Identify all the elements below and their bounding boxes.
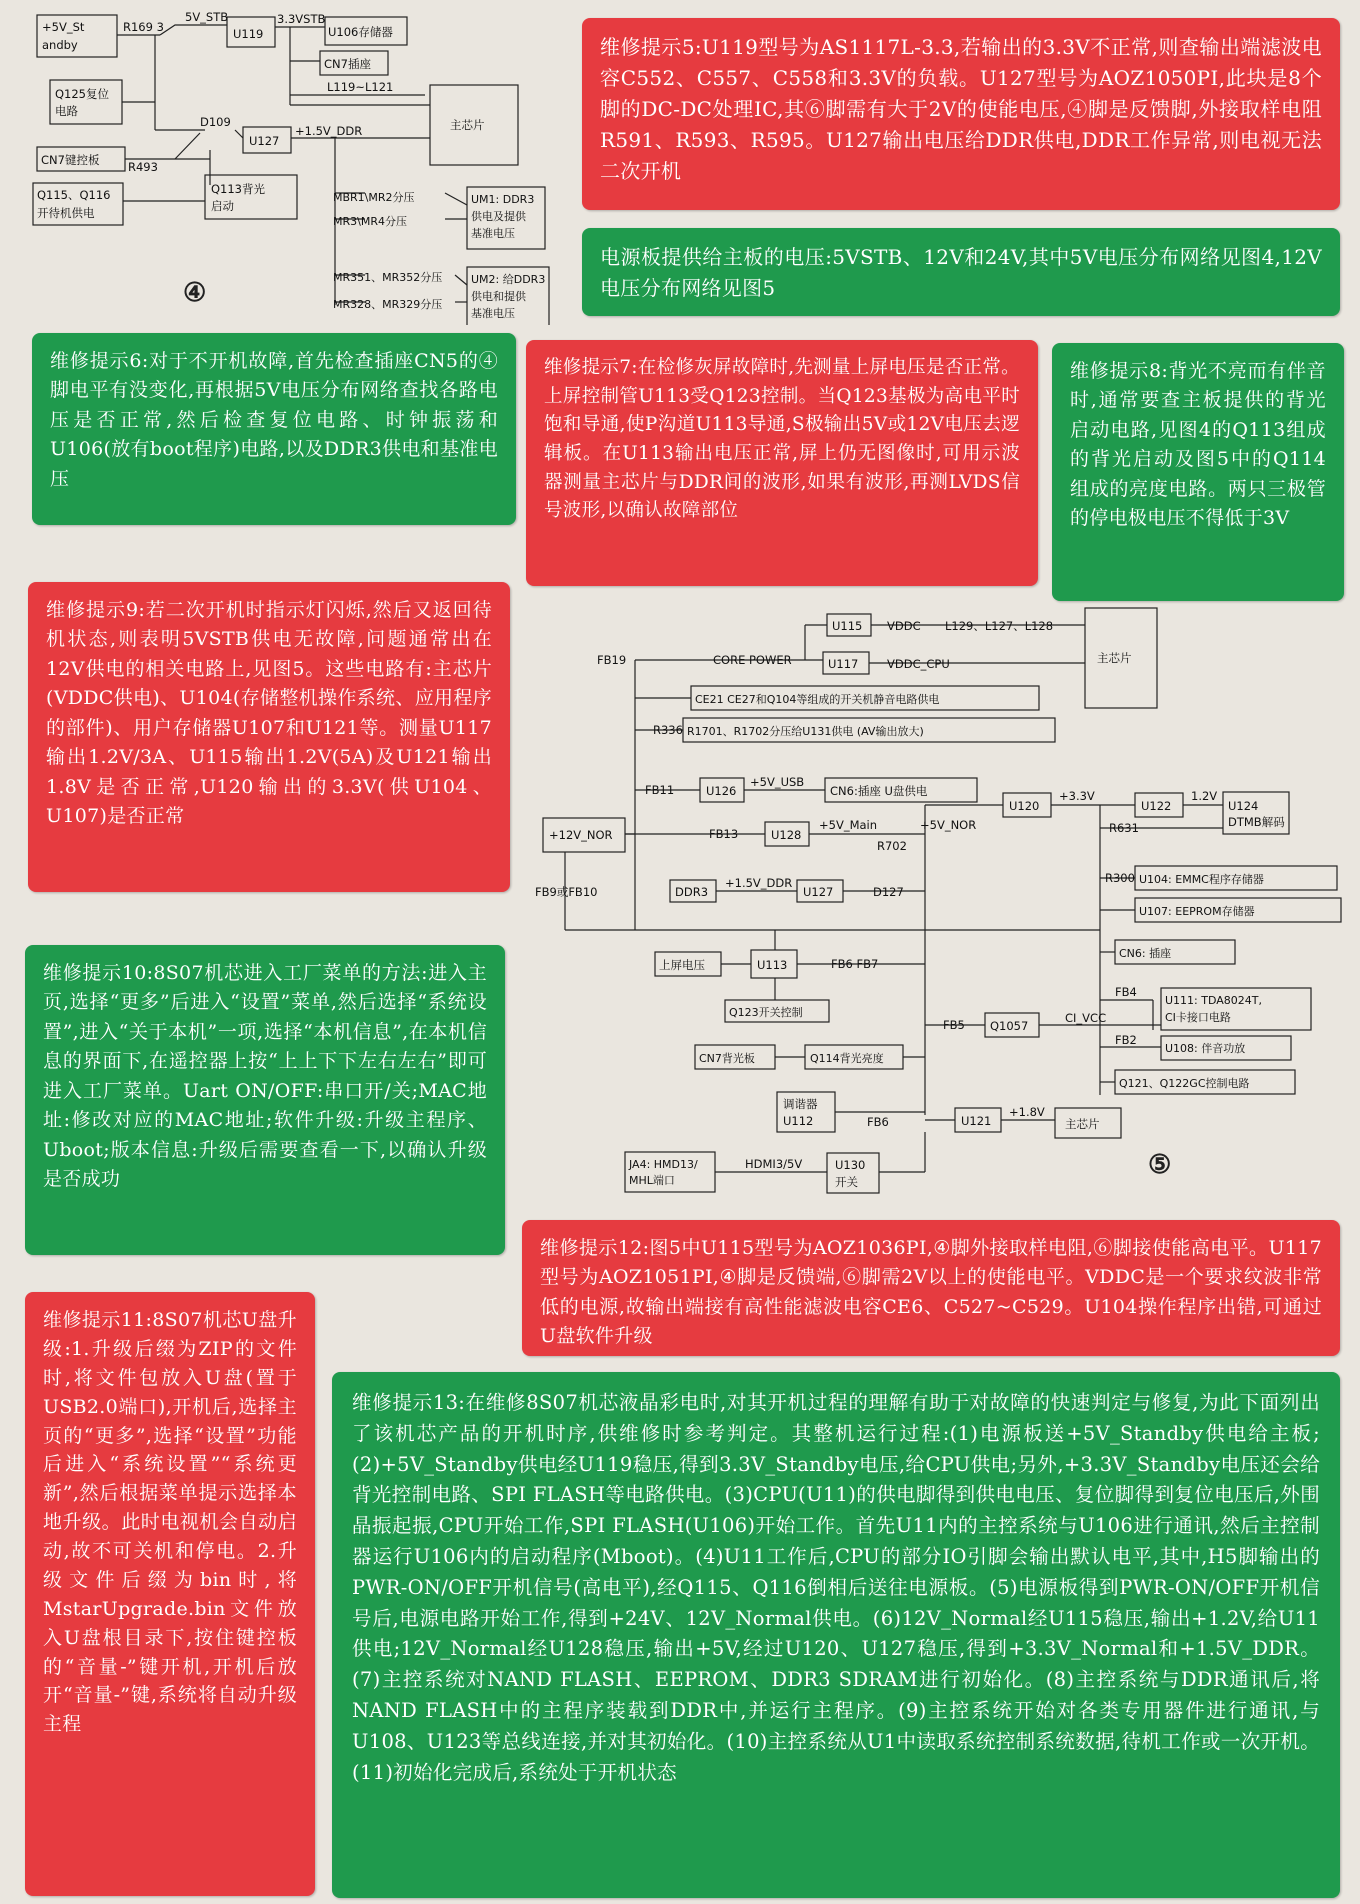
u120-label: U120 — [1009, 799, 1040, 813]
5v-usb-label: +5V_USB — [750, 775, 805, 789]
u115-label: U115 — [832, 619, 863, 633]
u113-label: U113 — [757, 958, 788, 972]
u128-label: U128 — [771, 828, 802, 842]
u127-label-5: U127 — [803, 885, 834, 899]
core-power-label: CORE POWER — [713, 653, 792, 667]
hdmi-label: HDMI3/5V — [745, 1157, 803, 1171]
fb4-label: FB4 — [1115, 985, 1137, 999]
5v-main-label: +5V_Main — [819, 818, 878, 832]
q113-label-1: Q113背光 — [211, 182, 266, 196]
q115-label-2: 开待机供电 — [37, 206, 95, 220]
p33-label: +3.3V — [1059, 789, 1095, 803]
u130-label-2: 开关 — [835, 1175, 858, 1189]
cn6-socket-label: CN6: 插座 — [1119, 947, 1172, 960]
ja4-label-2: MHL端口 — [629, 1174, 675, 1187]
d109-label: D109 — [200, 115, 231, 129]
u119-label: U119 — [233, 27, 264, 41]
um1-label-3: 基准电压 — [471, 227, 515, 240]
main-chip-bottom-label: 主芯片 — [1065, 1117, 1100, 1131]
u124-label-1: U124 — [1228, 799, 1259, 813]
r493-label: R493 — [128, 160, 158, 174]
3v3stb-label: 3.3VSTB — [277, 12, 326, 26]
ddr15-label-5: +1.5V_DDR — [725, 876, 793, 890]
tuner-label-1: 调谐器 — [783, 1097, 818, 1111]
q115-label-1: Q115、Q116 — [37, 188, 111, 202]
tip-11-box — [25, 1292, 315, 1896]
l129-label: L129、L127、L128 — [945, 619, 1054, 633]
tip-6-box — [32, 333, 516, 525]
screen-v-label: 上屏电压 — [659, 958, 705, 972]
diagram-5 — [525, 600, 1345, 1200]
mr1-label: MBR1\MR2分压 — [333, 191, 415, 204]
ddr15-label-4: +1.5V_DDR — [295, 124, 363, 138]
standby-label-2: andby — [42, 38, 78, 52]
r336-label: R336 — [653, 723, 683, 737]
u122-label: U122 — [1141, 799, 1172, 813]
fb19-label: FB19 — [597, 653, 627, 667]
um1-label-1: UM1: DDR3 — [471, 193, 535, 206]
diagram-4 — [25, 5, 565, 325]
cn7-backlight-label: CN7背光板 — [699, 1052, 755, 1065]
um2-label-2: 供电和提供 — [471, 290, 526, 303]
tip-5-text: 维修提示5:U119型号为AS1117L-3.3,若输出的3.3V不正常,则查输出端滤波电容C552、C557、C558和3.3V的负载。U127型号为AOZ1050PI,此块是8个脚的DC-DC处理IC,其⑥脚需有大于2V的使能电压,④脚是反馈脚,外接取样电阻R591、R593、R595。U127输出电压给DDR供电,DDR工作异常,则电视无法二次开机 — [600, 35, 1322, 183]
tip-7-box — [526, 340, 1038, 586]
mr328-label: MR328、MR329分压 — [333, 298, 443, 311]
u130-label-1: U130 — [835, 1158, 866, 1172]
fb13-label: FB13 — [709, 827, 739, 841]
figure-5-number: ⑤ — [1148, 1150, 1172, 1180]
tip-13-text: 维修提示13:在维修8S07机芯液晶彩电时,对其开机过程的理解有助于对故障的快速判定与修复,为此下面列出了该机芯产品的开机时序,供维修时参考判定。其整机运行过程:(1)电源板送+5V_Standby供电给主板;(2)+5V_Standby供电经U119稳压,得到3.3V_Standby电压,给CPU供电;另外,+3.3V_Standby电压还会给背光控制电路、SPI FLASH等电路供电。(3)CPU(U11)的供电脚得到供电电压、复位脚得到复位电压后,外围晶振起振,CPU开始工作,SPI FLASH(U106)开始工作。首先U11内的主控系统与U106进行通讯,然后主控制器运行U106内的启动程序(Mboot)。(4)U11工作后,CPU的部分IO引脚会输出默认电平,其中,H5脚输出的PWR-ON/OFF开机信号(高电平),经Q115、Q116倒相后送往电源板。(5)电源板得到PWR-ON/OFF开机信号后,电源电路开始工作,得到+24V、12V_Normal供电。(6)12V_Normal经U115稳压,输出+1.2V,给U11供电;12V_Normal经U128稳压,输出+5V,经过U120、U127稳压,得到+3.3V_Normal和+1.5V_DDR。(7)主控系统对NAND FLASH、EEPROM、DDR3 SDRAM进行初始化。(8)主控系统与DDR通讯后,将NAND FLASH中的主程序装载到DDR中,并运行主程序。(9)主控系统开始对各类专用器件进行通讯,与U108、U123等总线连接,并对其初始化。(10)主控系统从U1中读取系统控制系统数据,待机工作或一次开机。(11)初始化完成后,系统处于开机状态 — [352, 1391, 1320, 1784]
um2-label-3: 基准电压 — [471, 307, 515, 320]
tip-10-box — [25, 945, 505, 1255]
u108-label: U108: 伴音功放 — [1165, 1042, 1246, 1055]
q125-label-1: Q125复位 — [55, 87, 110, 101]
l119-label: L119~L121 — [327, 80, 394, 94]
tip-9-text: 维修提示9:若二次开机时指示灯闪烁,然后又返回待机状态,则表明5VSTB供电无故障,问题通常出在12V供电的相关电路上,见图5。这些电路有:主芯片(VDDC供电)、U104(存储整机操作系统、应用程序的部件)、用户存储器U107和U121等。测量U117输出1.2V/3A、U115输出1.2V(5A)及U121输出1.8V是否正常,U120输出的3.3V(供U104、U107)是否正常 — [46, 599, 492, 828]
power-text: 电源板提供给主板的电压:5VSTB、12V和24V,其中5V电压分布网络见图4,12V电压分布网络见图5 — [600, 245, 1322, 300]
main-chip-top-label: 主芯片 — [1097, 651, 1132, 665]
ce21-label: CE21 CE27和Q104等组成的开关机静音电路供电 — [695, 693, 940, 706]
u117-label: U117 — [828, 657, 859, 671]
fb11-label: FB11 — [645, 783, 675, 797]
tip-9-box — [28, 582, 510, 892]
tuner-label-2: U112 — [783, 1114, 814, 1128]
ddr3-label: DDR3 — [675, 885, 709, 899]
tip-13-box — [332, 1372, 1340, 1898]
fb6fb7-label: FB6 FB7 — [831, 957, 879, 971]
ja4-label-1: JA4: HMD13/ — [629, 1158, 698, 1171]
r631-label: R631 — [1109, 821, 1139, 835]
tip-12-text: 维修提示12:图5中U115型号为AOZ1036PI,④脚外接取样电阻,⑥脚接使能高电平。U117型号为AOZ1051PI,④脚是反馈端,⑥脚需2V以上的使能电平。VDDC是一个要求纹波非常低的电源,故输出端接有高性能滤波电容CE6、C527~C529。U104操作程序出错,可通过U盘软件升级 — [540, 1237, 1322, 1348]
u111-label-1: U111: TDA8024T, — [1165, 994, 1262, 1007]
power-box — [582, 228, 1340, 316]
fb6-label: FB6 — [867, 1115, 889, 1129]
u127-label-4: U127 — [249, 134, 280, 148]
fb2-label: FB2 — [1115, 1033, 1137, 1047]
q1057-label: Q1057 — [990, 1019, 1029, 1033]
cn7-key-label: CN7键控板 — [41, 153, 100, 167]
fb9-label: FB9或FB10 — [535, 885, 598, 899]
tip-5-box — [582, 18, 1340, 210]
d127-label: D127 — [873, 885, 904, 899]
um2-label-1: UM2: 给DDR3 — [471, 273, 546, 286]
main-chip-label-4: 主芯片 — [450, 118, 485, 132]
tip-10-text: 维修提示10:8S07机芯进入工厂菜单的方法:进入主页,选择“更多”后进入“设置”菜单,然后选择“系统设置”,进入“关于本机”一项,选择“本机信息”,在本机信息的界面下,在遥控器上按“上上下下左右左右”即可进入工厂菜单。Uart ON/OFF:串口开/关;MAC地址:修改对应的MAC地址;软件升级:升级主程序、Uboot;版本信息:升级后需要查看一下,以确认升级是否成功 — [43, 962, 487, 1191]
u106-label: U106存储器 — [328, 25, 393, 39]
5v-stb-label: 5V_STB — [185, 10, 229, 24]
vddc-cpu-label: VDDC_CPU — [887, 657, 950, 671]
mr3-label: MR3\MR4分压 — [333, 215, 407, 228]
q121-label: Q121、Q122GC控制电路 — [1119, 1077, 1250, 1090]
tip-8-text: 维修提示8:背光不亮而有伴音时,通常要查主板提供的背光启动电路,见图4的Q113组成的背光启动及图5中的Q114组成的亮度电路。两只三极管的停电极电压不得低于3V — [1070, 360, 1326, 530]
12v-nor-label: +12V_NOR — [549, 828, 613, 842]
q125-label-2: 电路 — [55, 104, 78, 118]
u111-label-2: CI卡接口电路 — [1165, 1011, 1231, 1024]
u104-label: U104: EMMC程序存储器 — [1139, 873, 1264, 886]
r702-label: R702 — [877, 839, 907, 853]
cn6-usb-label: CN6:插座 U盘供电 — [830, 784, 928, 798]
u126-label: U126 — [706, 784, 737, 798]
ci-vcc-label: CI_VCC — [1065, 1011, 1107, 1025]
r300-label: R300 — [1105, 871, 1135, 885]
5v-nor-label: +5V_NOR — [920, 818, 977, 832]
figure-4-number: ④ — [183, 278, 207, 308]
fb5-label: FB5 — [943, 1018, 965, 1032]
tip-12-box — [522, 1220, 1340, 1356]
standby-label-1: +5V_St — [42, 20, 85, 34]
q123-label: Q123开关控制 — [729, 1006, 803, 1019]
q114-label: Q114背光亮度 — [810, 1052, 884, 1065]
cn7-socket-label: CN7插座 — [324, 57, 371, 71]
tip-11-text: 维修提示11:8S07机芯U盘升级:1.升级后缀为ZIP的文件时,将文件包放入U盘(置于USB2.0端口),开机后,选择主页的“更多”,选择“设置”功能后进入“系统设置”“系统更新”,然后根据菜单提示选择本地升级。此时电视机会自动启动,故不可关机和停电。2.升级文件后缀为bin时,将MstarUpgrade.bin文件放入U盘根目录下,按住键控板的“音量-”键开机,开机后放开“音量-”键,系统将自动升级主程 — [43, 1309, 297, 1736]
um1-label-2: 供电及提供 — [471, 210, 526, 223]
mr351-label: MR351、MR352分压 — [333, 271, 443, 284]
v12-label: 1.2V — [1191, 789, 1218, 803]
tip-8-box — [1052, 343, 1344, 601]
v18-label: +1.8V — [1009, 1105, 1045, 1119]
q113-label-2: 启动 — [211, 199, 234, 213]
u107-label: U107: EEPROM存储器 — [1139, 905, 1255, 918]
tip-7-text: 维修提示7:在检修灰屏故障时,先测量上屏电压是否正常。上屏控制管U113受Q123控制。当Q123基极为高电平时饱和导通,使P沟道U113导通,S极输出5V或12V电压去逻辑板。在U113输出电压正常,屏上仍无图像时,可用示波器测量主芯片与DDR间的波形,如果有波形,再测LVDS信号波形,以确认故障部位 — [544, 357, 1020, 522]
tip-6-text: 维修提示6:对于不开机故障,首先检查插座CN5的④脚电平有没变化,再根据5V电压分布网络查找各路电压是否正常,然后检查复位电路、时钟振荡和U106(放有boot程序)电路,以及DDR3供电和基准电压 — [50, 350, 498, 490]
vddc-label: VDDC — [887, 619, 921, 633]
r169-label: R169 3 — [123, 20, 164, 34]
u121-label: U121 — [961, 1114, 992, 1128]
r1701-label: R1701、R1702分压给U131供电 (AV输出放大) — [687, 725, 924, 738]
u124-label-2: DTMB解码 — [1228, 815, 1285, 829]
